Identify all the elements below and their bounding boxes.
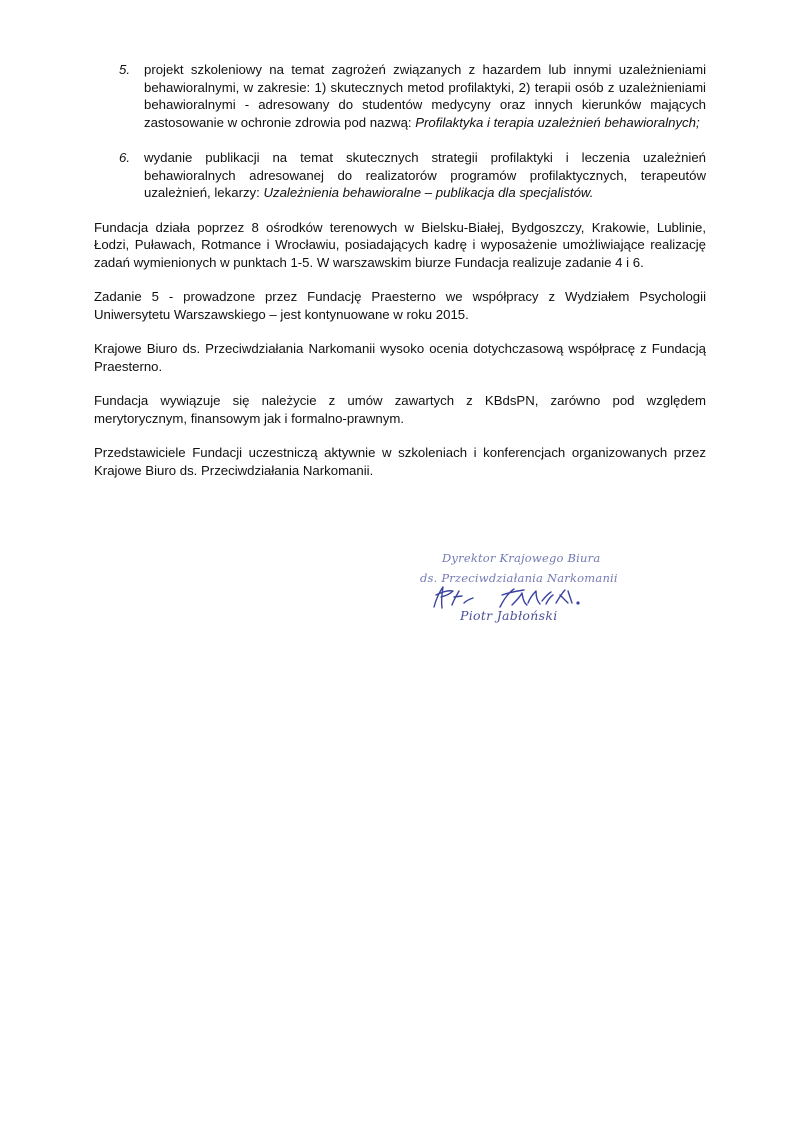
list-item-italic-title: Profilaktyka i terapia uzależnień behawioralnych; (415, 114, 700, 130)
stamp-title-line: Dyrektor Krajowego Biura (442, 551, 601, 565)
stamp-office-line: ds. Przeciwdziałania Narkomanii (420, 571, 618, 585)
paragraph-participation: Przedstawiciele Fundacji uczestniczą aktywnie w szkoleniach i konferencjach organizowanych przez Krajowe Biuro ds. Przeciwdziałania Narkomanii. (94, 445, 706, 478)
paragraph-branches: Fundacja działa poprzez 8 ośrodków terenowych w Bielsku-Białej, Bydgoszczy, Krakowie, Lublinie, Łodzi, Puławach, Rotmance i Wrocławiu, posiadających kadrę i wyposażenie umożliwiające realizację zadań wymienionych w punktach 1-5. W warszawskim biurze Fundacja realizuje zadanie 4 i 6. (94, 219, 706, 270)
list-item (94, 61, 706, 131)
list-item-text: projekt szkoleniowy na temat zagrożeń związanych z hazardem lub innymi uzależnieniami behawioralnymi, w zakresie: 1) skutecznych metod profilaktyki, 2) terapii osób z uzależnieniami behawioralnymi - adresowany do studentów medycyny oraz innych kierunków mających zastosowanie w ochronie zdrowia pod nazwą: (144, 62, 706, 130)
document-body (94, 61, 706, 496)
signature-stamp (412, 551, 632, 631)
list-item-text: wydanie publikacji na temat skutecznych strategii profilaktyki i leczenia uzależnień behawioralnych adresowanej do realizatorów programów profilaktycznych, terapeutów uzależnień, lekarzy: (144, 150, 706, 200)
stamp-name: Piotr Jabłoński (460, 608, 558, 623)
list-item-number: 6. (119, 150, 130, 165)
paragraph-task-5: Zadanie 5 - prowadzone przez Fundację Praesterno we współpracy z Wydziałem Psychologii Uniwersytetu Warszawskiego – jest kontynuowane w roku 2015. (94, 289, 706, 322)
list-item-number: 5. (119, 62, 130, 77)
list-item-italic-title: Uzależnienia behawioralne – publikacja dla specjalistów. (263, 185, 594, 200)
paragraph-compliance: Fundacja wywiązuje się należycie z umów zawartych z KBdsPN, zarówno pod względem merytorycznym, finansowym jak i formalno-prawnym. (94, 393, 706, 426)
list-item (94, 149, 706, 202)
paragraph-assessment: Krajowe Biuro ds. Przeciwdziałania Narkomanii wysoko ocenia dotychczasową współpracę z Fundacją Praesterno. (94, 341, 706, 374)
